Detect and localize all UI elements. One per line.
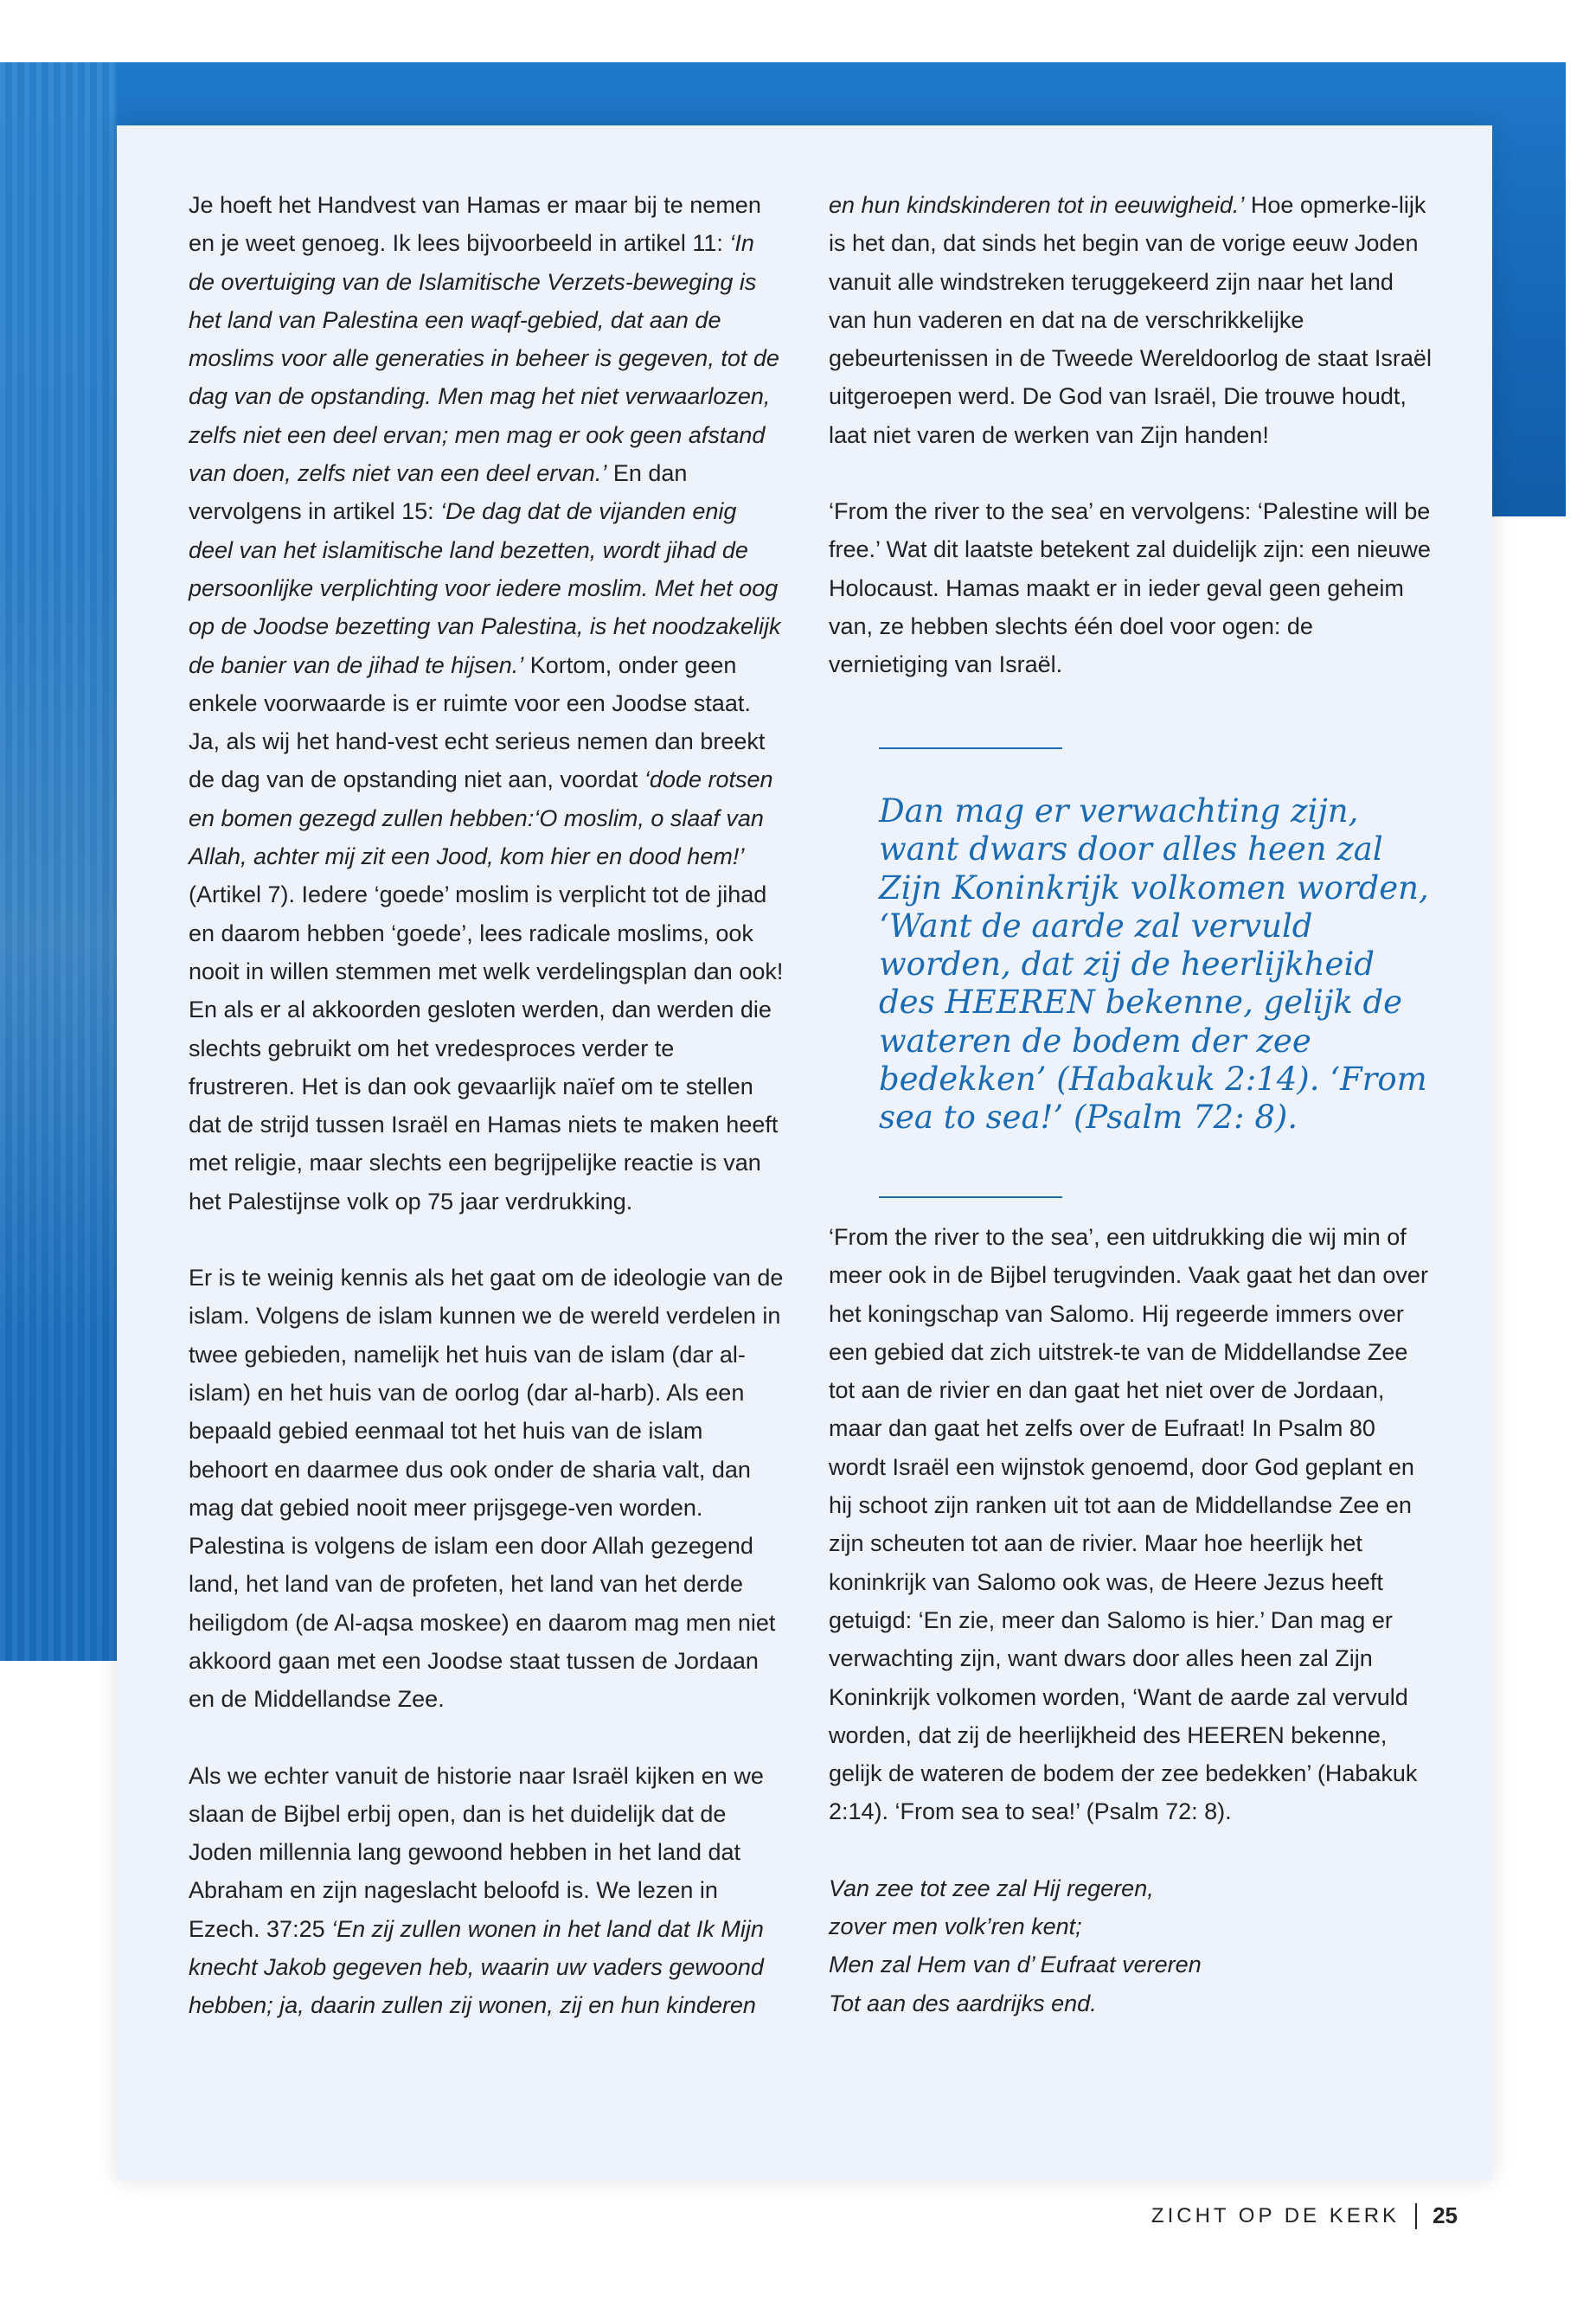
paragraph-hamas-charter: Je hoeft het Handvest van Hamas er maar bij te nemen en je weet genoeg. Ik lees bijvoorbeeld in artikel 11: ‘In de overtuiging van de Islamitische Verzets-beweging is het land van Palestina een waqf-gebied, dat aan de moslims voor alle generaties in beheer is gegeven, tot de dag van de opstanding. Men mag het niet verwaarlozen, zelfs niet een deel ervan; men mag er ook geen afstand van doen, zelfs niet van een deel ervan.’ En dan vervolgens in artikel 15: ‘De dag dat de vijanden enig deel van het islamitische land bezetten, wordt jihad de persoonlijke verplichting voor iedere moslim. Met het oog op de Joodse bezetting van Palestina, is het noodzakelijk de banier van de jihad te hijsen.’ Kortom, onder geen enkele voorwaarde is er ruimte voor een Joodse staat. Ja, als wij het hand-vest echt serieus nemen dan breekt de dag van de opstanding niet aan, voordat ‘dode rotsen en bomen gezegd zullen hebben:‘O moslim, o slaaf van Allah, achter mij zit een Jood, kom hier en dood hem!’ (Artikel 7). Iedere ‘goede’ moslim is verplicht tot de jihad en daarom hebben ‘goede’, lees radicale moslims, ook nooit in willen stemmen met welk verdelingsplan dan ook! En als er al akkoorden gesloten werden, dan werden die slechts gebruikt om het vredesproces verder te frustreren. Het is dan ook gevaarlijk naïef om te stellen dat de strijd tussen Israël en Hamas niets te maken heeft met religie, maar slechts een begrijpelijke reactie is van het Palestijnse volk op 75 jaar verdrukking. (189, 192, 784, 1215)
poem-line: Men zal Hem van d’ Eufraat vereren (829, 1952, 1202, 1978)
paragraph-salomo: ‘From the river to the sea’, een uitdrukking die wij min of meer ook in de Bijbel terugvinden. Vaak gaat het dan over het koningschap van Salomo. Hij regeerde immers over een gebied dat zich uitstrek-te van de Middellandse Zee tot aan de rivier en dan gaat het niet over de Jordaan, maar dan gaat het zelfs over de Eufraat! In Psalm 80 wordt Israël een wijnstok genoemd, door God geplant en hij schoot zijn ranken uit tot aan de Middellandse Zee en zijn scheuten tot aan de rivier. Maar hoe heerlijk het koninkrijk van Salomo ook was, de Heere Jezus heeft getuigd: ‘En zie, meer dan Salomo is hier.’ Dan mag er verwachting zijn, want dwars door alles heen zal Zijn Koninkrijk volkomen worden, ‘Want de aarde zal vervuld worden, dat zij de heerlijkheid des HEEREN bekenne, gelijk de wateren de bodem der zee bedekken’ (Habakuk 2:14). ‘From sea to sea!’ (Psalm 72: 8). (829, 1224, 1428, 1825)
page-number: 25 (1433, 2202, 1458, 2228)
pull-quote-top-rule (879, 747, 1062, 749)
background-photo (0, 62, 117, 1661)
magazine-name: ZICHT OP DE KERK (1151, 2203, 1401, 2227)
paragraph-islam-ideology: Er is te weinig kennis als het gaat om de ideologie van de islam. Volgens de islam kunnen we de wereld verdelen in twee gebieden, namelijk het huis van de islam (dar al-islam) en het huis van de oorlog (dar al-harb). Als een bepaald gebied eenmaal tot het huis van de islam behoort en daarmee dus ook onder de sharia valt, dan mag dat gebied nooit meer prijsgege-ven worden. Palestina is volgens de islam een door Allah gezegend land, het land van de profeten, het land van het derde heiligdom (de Al-aqsa moskee) en daarom mag men niet akkoord gaan met een Joodse staat tussen de Jordaan en de Middellandse Zee. (189, 1265, 784, 1713)
pull-quote-bottom-rule (879, 1196, 1062, 1198)
pull-quote (879, 747, 1433, 1198)
footer-divider (1415, 2203, 1417, 2229)
poem-line: zover men volk’ren kent; (829, 1913, 1082, 1940)
page-footer (1151, 2202, 1458, 2229)
paragraph-return-of-jews: en hun kindskinderen tot in eeuwigheid.’ Hoe opmerke-lijk is het dan, dat sinds het begin van de vorige eeuw Joden vanuit alle windstreken teruggekeerd zijn naar het land van hun vaderen en dat na de verschrikkelijke gebeurtenissen in de Tweede Wereldoorlog de staat Israël uitgeroepen werd. De God van Israël, Die trouwe houdt, laat niet varen de werken van Zijn handen! (829, 192, 1432, 448)
poem-line: Van zee tot zee zal Hij regeren, (829, 1875, 1154, 1901)
paragraph-history: Als we echter vanuit de historie naar Israël kijken en we slaan de Bijbel erbij open, dan is het duidelijk dat de Joden millennia lang gewoond hebben in het land dat Abraham en zijn nageslacht beloofd is. We lezen in Ezech. 37:25 ‘En zij zullen wonen in het land dat Ik Mijn knecht Jakob gegeven heb, waarin uw vaders gewoond hebben; ja, daarin zullen zij wonen, zij en hun kinderen (189, 1762, 764, 2019)
right-text-column-bottom (829, 1218, 1434, 2022)
poem-line: Tot aan des aardrijks end. (829, 1990, 1097, 2016)
pull-quote-text: Dan mag er verwachting zijn, want dwars door alles heen zal Zijn Koninkrijk volkomen worden, ‘Want de aarde zal vervuld worden, dat zij de heerlijkheid des HEEREN bekenne, gelijk de wateren de bodem der zee bedekken’ (Habakuk 2:14). ‘From sea to sea!’ (Psalm 72: 8). (879, 792, 1429, 1137)
right-text-column-top (829, 186, 1434, 684)
poem (829, 1869, 1434, 2022)
left-text-column (189, 186, 785, 2025)
paragraph-river-to-sea: ‘From the river to the sea’ en vervolgens: ‘Palestine will be free.’ Wat dit laatste betekent zal duidelijk zijn: een nieuwe Holocaust. Hamas maakt er in ieder geval geen geheim van, ze hebben slechts één doel voor ogen: de vernietiging van Israël. (829, 498, 1431, 678)
